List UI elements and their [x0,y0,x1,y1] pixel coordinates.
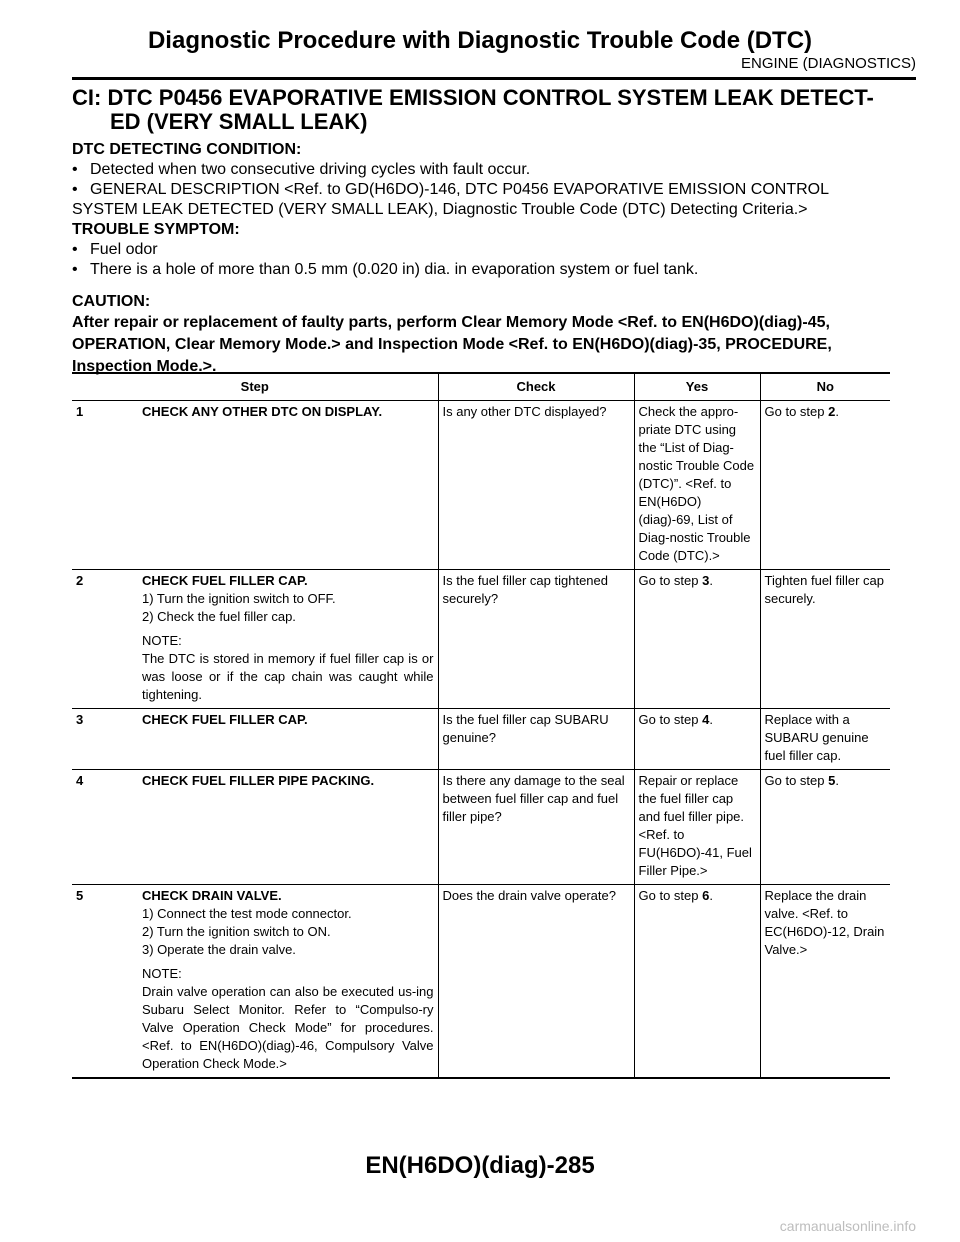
col-header-step: Step [72,373,438,401]
step-substep: 1) Connect the test mode connector. [142,906,352,921]
step-number: 4 [76,773,84,788]
header-rule [72,77,916,80]
step-title: CHECK FUEL FILLER PIPE PACKING. [142,773,375,788]
note-text: Drain valve operation can also be executed us-ing Subaru Select Monitor. Refer to “Compulso-ry Valve Operation Check Mode” for procedures. <Ref. to EN(H6DO)(diag)-46, Compulsory Valve Operation Check Mode.> [142,984,434,1071]
step-substep: 3) Operate the drain valve. [142,942,296,957]
no-cell [760,401,890,570]
step-substep: 2) Turn the ignition switch to ON. [142,924,331,939]
bullet-icon: • [72,181,78,198]
yes-cell: Check the appro-priate DTC using the “List of Diag-nostic Trouble Code (DTC)”. <Ref. to EN(H6DO)(diag)-69, List of Diag-nostic Trouble Code (DTC).> [634,401,760,570]
table-row [72,401,890,570]
check-cell: Is any other DTC displayed? [438,401,634,570]
step-cell [72,401,438,570]
step-title: CHECK FUEL FILLER CAP. [142,573,308,588]
page-number: EN(H6DO)(diag)-285 [365,1152,595,1179]
no-cell: Replace with a SUBARU genuine fuel filler cap. [760,709,890,770]
go-to-step-number: 6 [702,888,710,903]
caution-line-2: OPERATION, Clear Memory Mode.> and Inspection Mode <Ref. to EN(H6DO)(diag)-35, PROCEDURE, [72,336,832,353]
yes-text-suffix: . [709,888,713,903]
step-substep: 2) Check the fuel filler cap. [142,609,296,624]
step-number: 3 [76,712,84,727]
section-title-line2: ED (VERY SMALL LEAK) [110,109,368,134]
go-to-step-number: 4 [702,712,710,727]
yes-text: Go to step [638,573,703,588]
bullet-icon: • [72,161,78,178]
check-cell: Is there any damage to the seal between fuel filler cap and fuel filler pipe? [438,770,634,885]
step-number: 5 [76,888,84,903]
step-cell [72,770,438,885]
dtc-condition-text-1: Detected when two consecutive driving cycles with fault occur. [90,161,531,178]
yes-cell [634,570,760,709]
step-substep: 1) Turn the ignition switch to OFF. [142,591,336,606]
step-title: CHECK FUEL FILLER CAP. [142,712,308,727]
trouble-symptom-text-1: Fuel odor [90,241,158,258]
caution-line-3: Inspection Mode.>. [72,358,217,375]
table-row [72,570,890,709]
go-to-step-number: 5 [828,773,836,788]
dtc-condition-item-2-cont: SYSTEM LEAK DETECTED (VERY SMALL LEAK), Diagnostic Trouble Code (DTC) Detecting Criteria.> [72,201,808,218]
col-header-yes: Yes [634,373,760,401]
no-text: Go to step [764,404,829,419]
step-number: 2 [76,573,84,588]
content [72,86,890,378]
trouble-symptom-text-2: There is a hole of more than 0.5 mm (0.020 in) dia. in evaporation system or fuel tank. [90,261,699,278]
no-text-suffix: . [835,773,839,788]
step-cell [72,570,438,709]
no-cell [760,770,890,885]
table-row [72,885,890,1079]
yes-cell [634,885,760,1079]
caution-label: CAUTION: [72,293,151,310]
step-cell [72,709,438,770]
col-header-check: Check [438,373,634,401]
table-header-row [72,373,890,401]
yes-text: Go to step [638,712,703,727]
yes-text-suffix: . [709,573,713,588]
yes-cell: Repair or replace the fuel filler cap and fuel filler pipe. <Ref. to FU(H6DO)-41, Fuel Filler Pipe.> [634,770,760,885]
dtc-condition-label: DTC DETECTING CONDITION: [72,141,302,158]
dtc-condition-text-2: GENERAL DESCRIPTION <Ref. to GD(H6DO)-146, DTC P0456 EVAPORATIVE EMISSION CONTROL [90,181,829,198]
dtc-condition-item-2 [72,180,890,200]
no-text: Go to step [764,773,829,788]
watermark: carmanualsonline.info [779,1218,916,1234]
yes-text-suffix: . [709,712,713,727]
bullet-icon: • [72,261,78,278]
check-cell: Is the fuel filler cap SUBARU genuine? [438,709,634,770]
caution-line-1: After repair or replacement of faulty parts, perform Clear Memory Mode <Ref. to EN(H6DO)(diag)-45, [72,314,830,331]
step-cell [72,885,438,1079]
trouble-symptom-item-1 [72,240,890,260]
trouble-symptom-label: TROUBLE SYMPTOM: [72,221,240,238]
step-title: CHECK DRAIN VALVE. [142,888,282,903]
go-to-step-number: 2 [828,404,836,419]
col-header-no: No [760,373,890,401]
section-title [72,86,890,134]
note-text: The DTC is stored in memory if fuel filler cap is or was loose or if the cap chain was caught while tightening. [142,651,434,702]
table-row [72,709,890,770]
page-header-title: Diagnostic Procedure with Diagnostic Trouble Code (DTC) [147,27,813,54]
dtc-condition-item-1 [72,160,890,180]
note-label: NOTE: [142,966,182,981]
page-header-section: ENGINE (DIAGNOSTICS) [740,55,916,72]
step-number: 1 [76,404,84,419]
table-row [72,770,890,885]
no-cell: Replace the drain valve. <Ref. to EC(H6DO)-12, Drain Valve.> [760,885,890,1079]
no-cell: Tighten fuel filler cap securely. [760,570,890,709]
note-label: NOTE: [142,633,182,648]
yes-text: Go to step [638,888,703,903]
section-title-line1: CI: DTC P0456 EVAPORATIVE EMISSION CONTROL SYSTEM LEAK DETECT- [72,85,874,110]
yes-cell [634,709,760,770]
check-cell: Is the fuel filler cap tightened securely? [438,570,634,709]
check-cell: Does the drain valve operate? [438,885,634,1079]
bullet-icon: • [72,241,78,258]
no-text-suffix: . [835,404,839,419]
step-title: CHECK ANY OTHER DTC ON DISPLAY. [142,404,383,419]
go-to-step-number: 3 [702,573,710,588]
trouble-symptom-item-2 [72,260,890,280]
diagnostic-steps-table [72,372,890,1079]
